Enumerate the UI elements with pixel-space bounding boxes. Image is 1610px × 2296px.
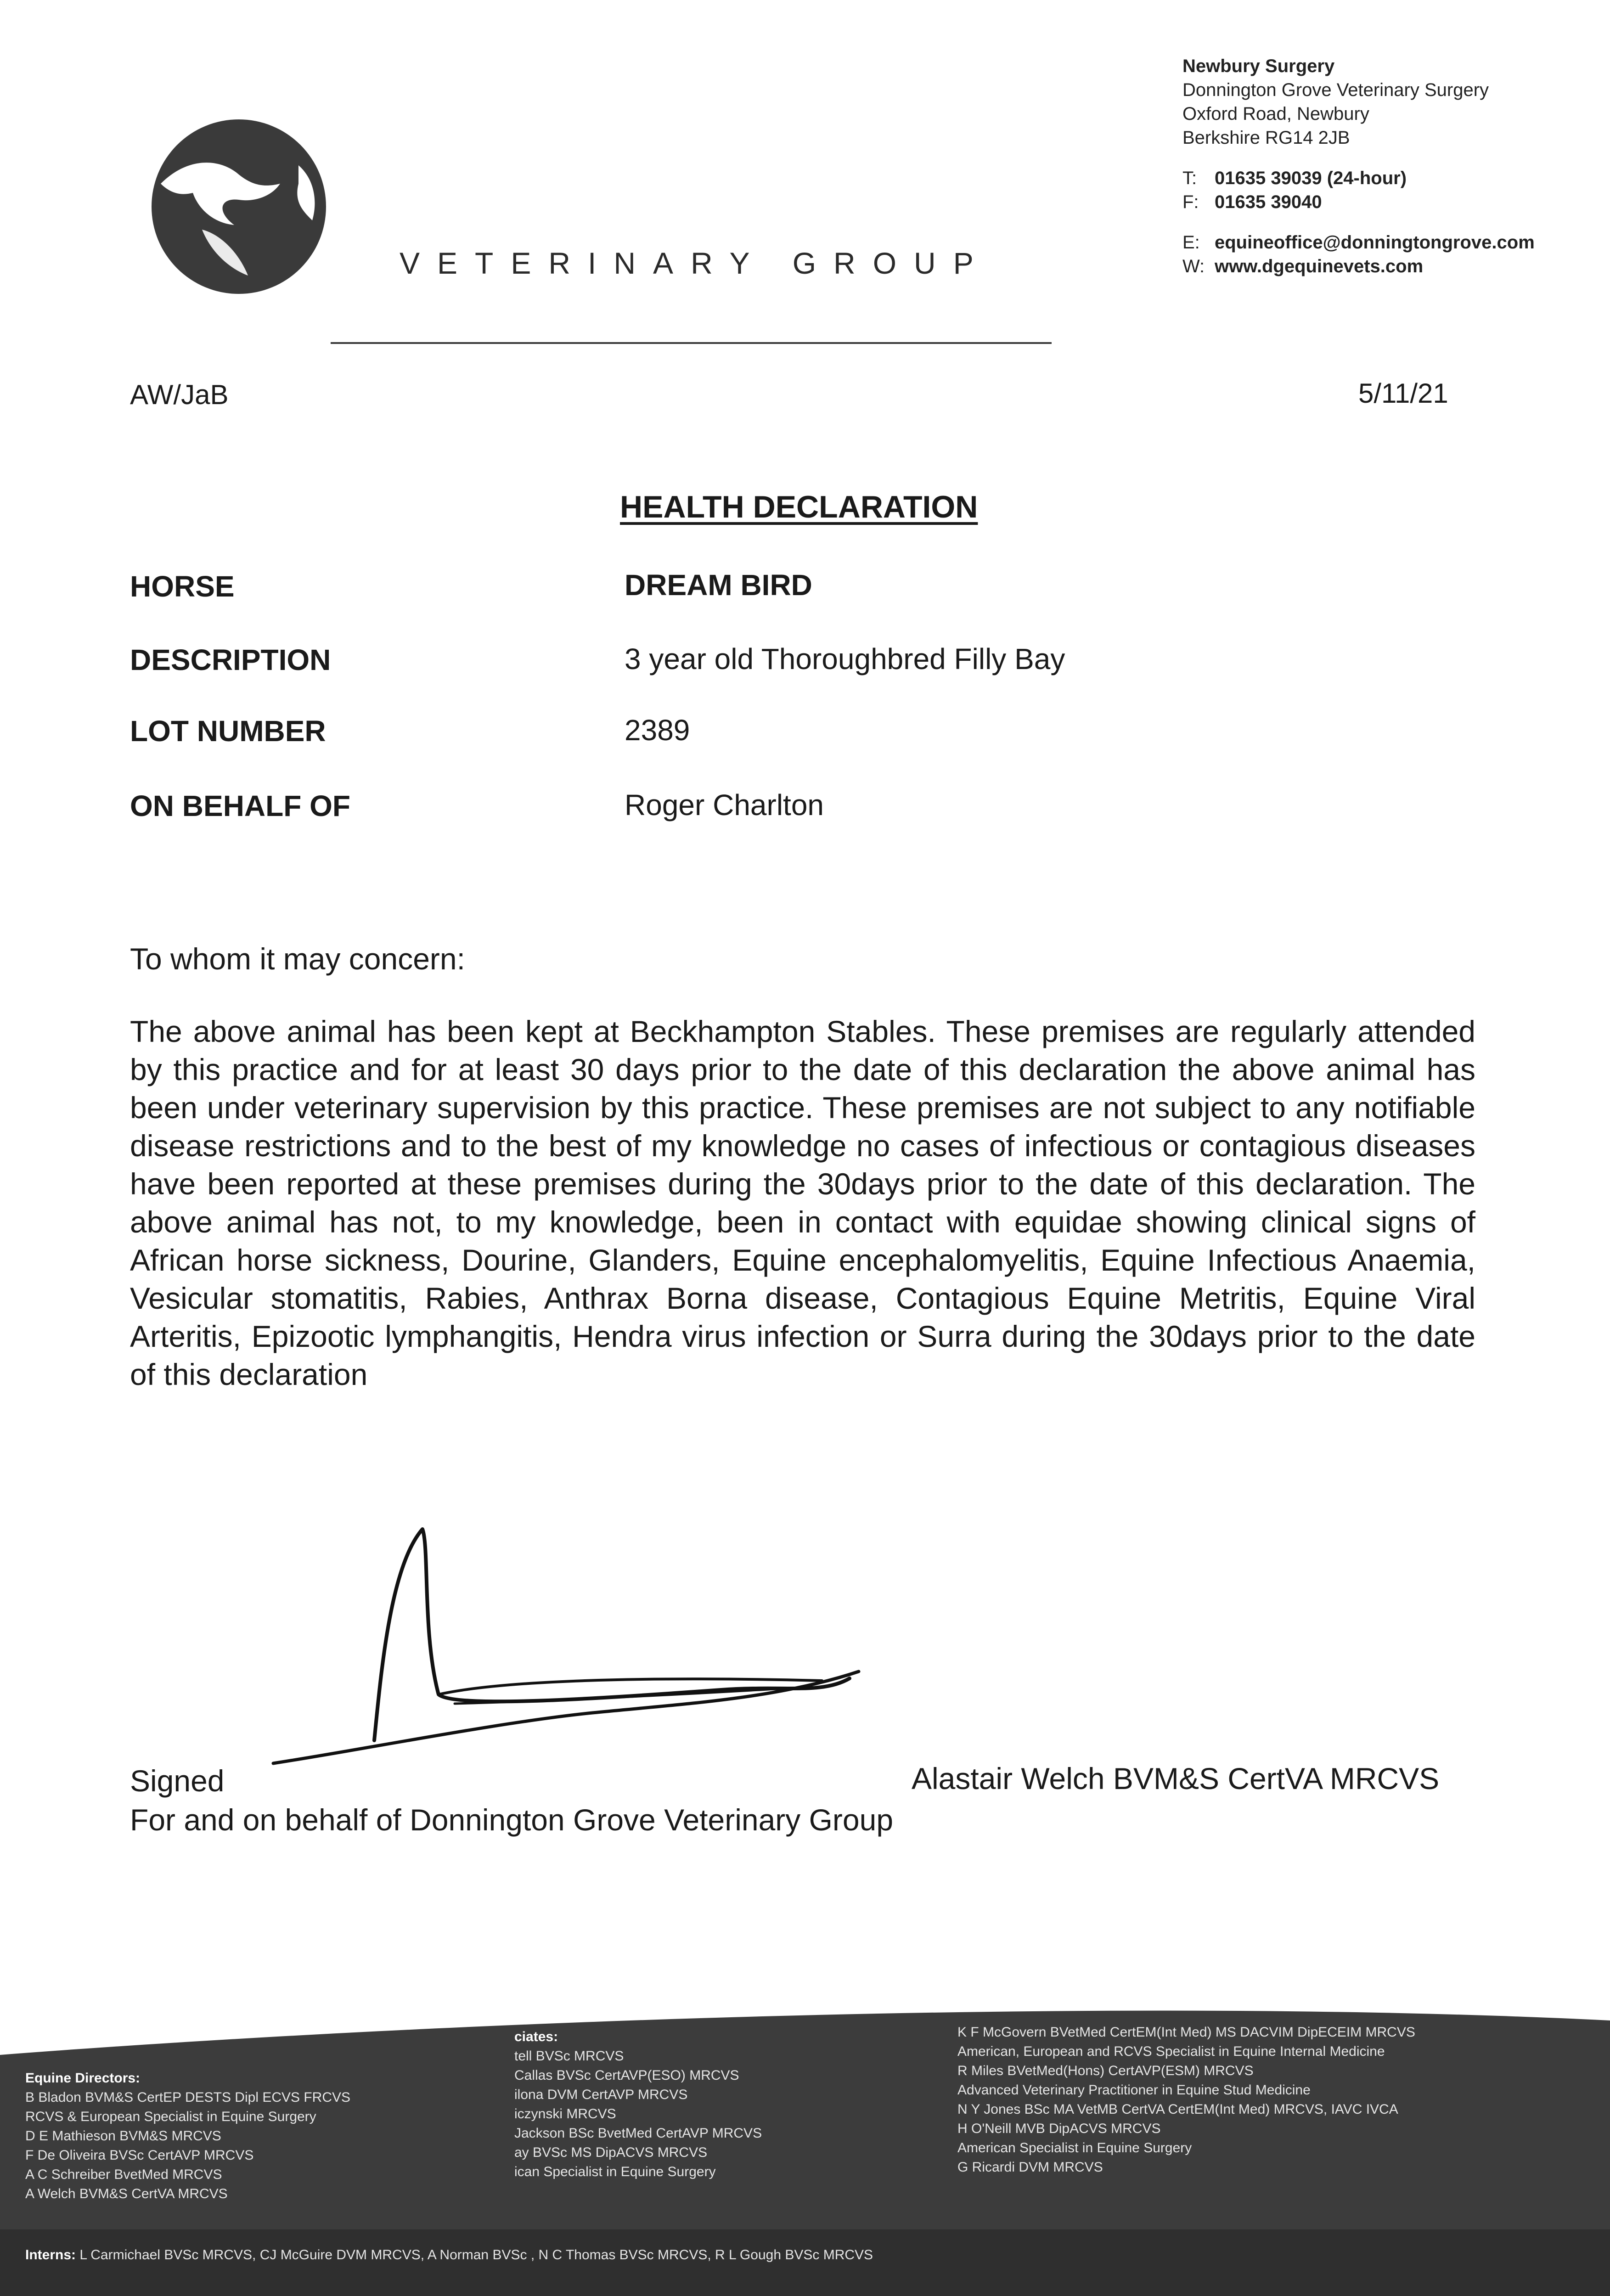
signed-label: Signed xyxy=(130,1764,225,1798)
associate-line: tell BVSc MRCVS xyxy=(514,2048,624,2064)
letter-date: 5/11/21 xyxy=(1358,378,1448,409)
declaration-body: The above animal has been kept at Beckhampton Stables. These premises are regularly attended by this practice and for at least 30 days prior to the date of this declaration the above animal has been under veterinary supervision by this practice. These premises are not subject to any notifiable disease restrictions and to the best of my knowledge no cases of infectious or contagious diseases have been reported at these premises during the 30days prior to the date of this declaration. The above animal has not, to my knowledge, been in contact with equidae showing clinical signs of African horse sickness, Dourine, Glanders, Equine encephalomyelitis, Equine Infectious Anaemia, Vesicular stomatitis, Rabies, Anthrax Borna disease, Contagious Equine Metritis, Equine Viral Arteritis, Epizootic lymphangitis, Hendra virus infection or Surra during the 30days prior to the date of this declaration xyxy=(130,1014,1475,1391)
consultant-line: N Y Jones BSc MA VetMB CertVA CertEM(Int Med) MRCVS, IAVC IVCA xyxy=(957,2102,1398,2117)
document-title: HEALTH DECLARATION xyxy=(620,490,978,524)
directors-heading: Equine Directors: xyxy=(25,2071,141,2086)
field-label-description: DESCRIPTION xyxy=(130,643,331,676)
associate-line: ay BVSc MS DipACVS MRCVS xyxy=(514,2145,708,2160)
email-line: E: equineoffice@donningtongrove.com xyxy=(1182,232,1535,253)
telephone-number: 01635 39039 (24-hour) xyxy=(1215,168,1407,188)
consultant-line: K F McGovern BVetMed CertEM(Int Med) MS DACVIM DipECEIM MRCVS xyxy=(957,2025,1415,2040)
surgery-name: Newbury Surgery xyxy=(1182,56,1335,76)
field-label-horse: HORSE xyxy=(130,570,235,603)
website: www.dgequinevets.com xyxy=(1215,256,1424,276)
field-value-lot-number: 2389 xyxy=(625,714,690,747)
address-block xyxy=(1182,54,1596,278)
handwritten-signature xyxy=(271,1520,873,1786)
address-line: Oxford Road, Newbury xyxy=(1182,104,1369,124)
director-line: D E Mathieson BVM&S MRCVS xyxy=(25,2128,221,2144)
interns-list: L Carmichael BVSc MRCVS, CJ McGuire DVM MRCVS, A Norman BVSc , N C Thomas BVSc MRCVS, R L Gough BVSc MRCVS xyxy=(79,2247,873,2262)
footer-directors xyxy=(25,2069,350,2204)
associate-line: iczynski MRCVS xyxy=(514,2106,616,2122)
telephone-line: T: 01635 39039 (24-hour) xyxy=(1182,168,1407,188)
header-divider xyxy=(331,342,1052,344)
consultant-line: H O'Neill MVB DipACVS MRCVS xyxy=(957,2121,1161,2136)
director-line: RCVS & European Specialist in Equine Surgery xyxy=(25,2109,316,2124)
fax-line: F: 01635 39040 xyxy=(1182,192,1322,212)
director-line: A C Schreiber BvetMed MRCVS xyxy=(25,2167,222,2182)
reference: AW/JaB xyxy=(130,379,229,410)
address-line: Berkshire RG14 2JB xyxy=(1182,128,1350,148)
field-label-lot-number: LOT NUMBER xyxy=(130,715,326,748)
greeting: To whom it may concern: xyxy=(130,942,465,976)
consultant-line: Advanced Veterinary Practitioner in Equine Stud Medicine xyxy=(957,2082,1311,2098)
signed-on-behalf: For and on behalf of Donnington Grove Veterinary Group xyxy=(130,1803,894,1837)
footer-consultants xyxy=(957,2023,1415,2177)
footer-associates xyxy=(514,2027,762,2182)
consultant-line: R Miles BVetMed(Hons) CertAVP(ESM) MRCVS xyxy=(957,2063,1254,2078)
associate-line: ican Specialist in Equine Surgery xyxy=(514,2164,716,2179)
footer xyxy=(0,1995,1610,2296)
field-value-description: 3 year old Thoroughbred Filly Bay xyxy=(625,642,1065,675)
field-value-horse: DREAM BIRD xyxy=(625,568,812,602)
footer-interns xyxy=(25,2245,873,2265)
fax-number: 01635 39040 xyxy=(1215,192,1322,212)
consultant-line: American, European and RCVS Specialist in Equine Internal Medicine xyxy=(957,2044,1385,2059)
associate-line: Jackson BSc BvetMed CertAVP MRCVS xyxy=(514,2126,762,2141)
director-line: B Bladon BVM&S CertEP DESTS Dipl ECVS FRCVS xyxy=(25,2090,351,2105)
director-line: F De Oliveira BVSc CertAVP MRCVS xyxy=(25,2148,254,2163)
director-line: A Welch BVM&S CertVA MRCVS xyxy=(25,2186,228,2201)
email-address: equineoffice@donningtongrove.com xyxy=(1215,232,1535,253)
brand-wordmark: VETERINARY GROUP xyxy=(400,246,991,280)
veterinary-group-logo xyxy=(147,115,331,298)
web-line: W: www.dgequinevets.com xyxy=(1182,256,1424,276)
interns-heading: Interns: xyxy=(25,2247,76,2262)
field-value-on-behalf-of: Roger Charlton xyxy=(625,788,824,822)
associate-line: ilona DVM CertAVP MRCVS xyxy=(514,2087,688,2102)
consultant-line: American Specialist in Equine Surgery xyxy=(957,2140,1192,2155)
associate-line: Callas BVSc CertAVP(ESO) MRCVS xyxy=(514,2068,739,2083)
consultant-line: G Ricardi DVM MRCVS xyxy=(957,2160,1103,2175)
associates-heading: ciates: xyxy=(514,2029,558,2044)
signer-name: Alastair Welch BVM&S CertVA MRCVS xyxy=(912,1761,1440,1795)
field-label-on-behalf-of: ON BEHALF OF xyxy=(130,789,350,822)
address-line: Donnington Grove Veterinary Surgery xyxy=(1182,80,1489,100)
